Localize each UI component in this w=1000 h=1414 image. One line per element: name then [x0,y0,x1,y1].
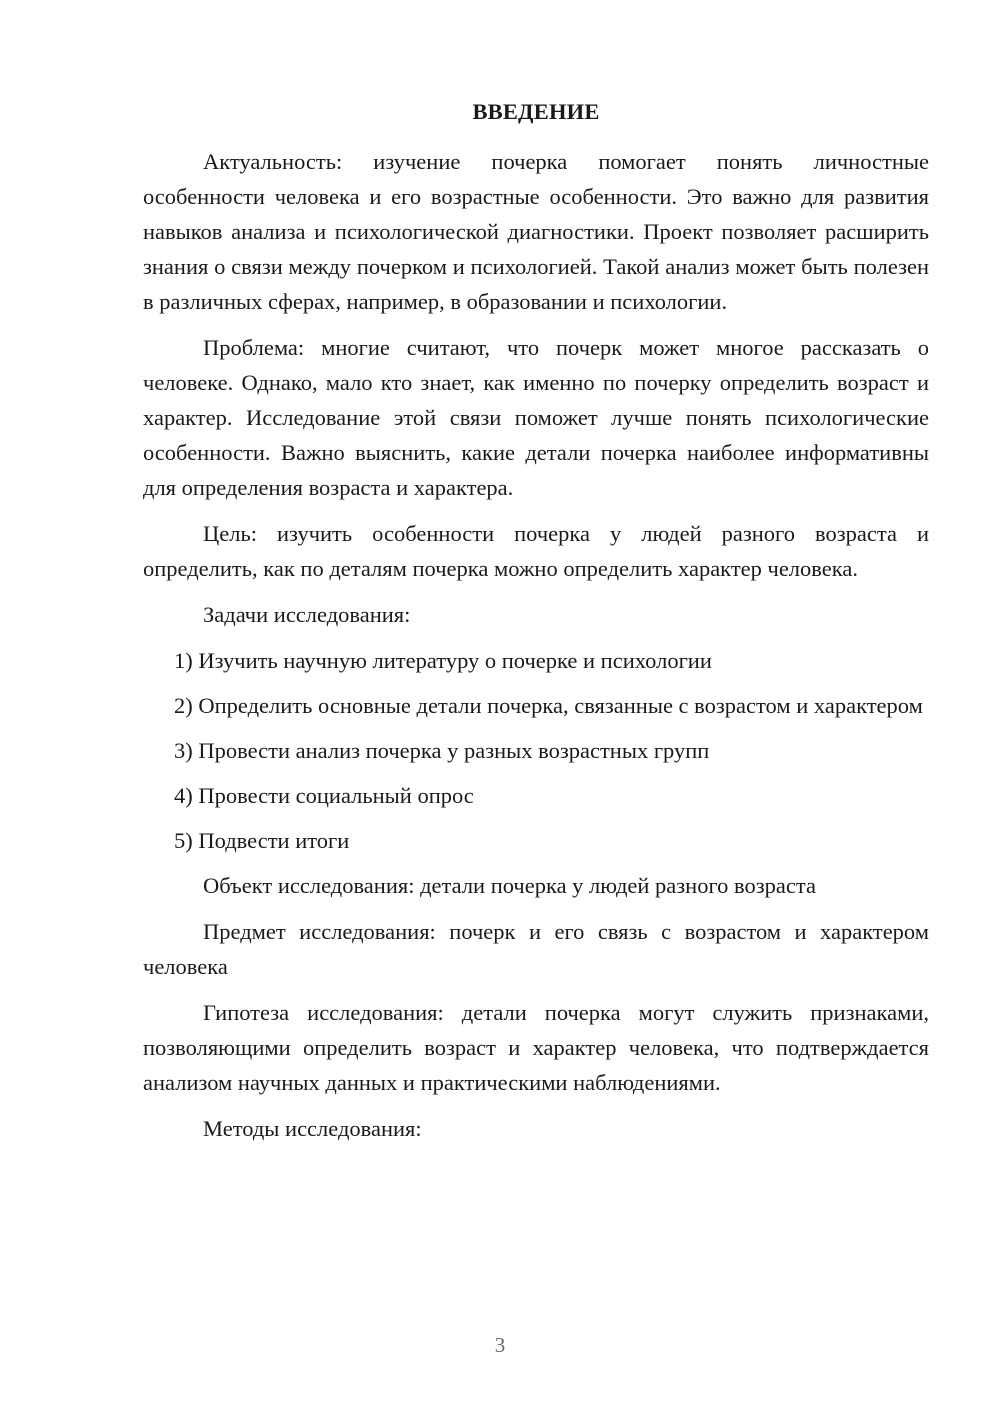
list-item: 2) Определить основные детали почерка, связанные с возрастом и характером [174,693,923,718]
paragraph-hypothesis: Гипотеза исследования: детали почерка могут служить признаками, позволяющими определить возраст и характер человека, что подтверждается анализом научных данных и практическими наблюдениями. [143,1000,929,1095]
tasks-heading: Задачи исследования: [203,602,411,627]
list-item: 5) Подвести итоги [174,828,350,853]
tasks-list [143,643,929,858]
document-page [143,94,929,1157]
paragraph-object: Объект исследования: детали почерка у людей разного возраста [203,873,816,898]
page-number: 3 [494,1333,506,1357]
list-item: 4) Провести социальный опрос [174,783,474,808]
page-title: ВВЕДЕНИЕ [472,99,600,124]
paragraph-problem: Проблема: многие считают, что почерк может многое рассказать о человеке. Однако, мало кто знает, как именно по почерку определить возраст и характер. Исследование этой связи поможет лучше понять психологические особенности. Важно выяснить, какие детали почерка наиболее информативны для определения возраста и характера. [143,335,929,500]
paragraph-subject: Предмет исследования: почерк и его связь с возрастом и характером человека [143,919,929,979]
list-item: 3) Провести анализ почерка у разных возрастных групп [174,738,710,763]
list-item: 1) Изучить научную литературу о почерке и психологии [174,648,712,673]
methods-heading: Методы исследования: [203,1116,422,1141]
paragraph-relevance: Актуальность: изучение почерка помогает понять личностные особенности человека и его возрастные особенности. Это важно для развития навыков анализа и психологической диагностики. Проект позволяет расширить знания о связи между почерком и психологией. Такой анализ может быть полезен в различных сферах, например, в образовании и психологии. [143,149,929,314]
paragraph-goal: Цель: изучить особенности почерка у людей разного возраста и определить, как по деталям почерка можно определить характер человека. [143,521,929,581]
